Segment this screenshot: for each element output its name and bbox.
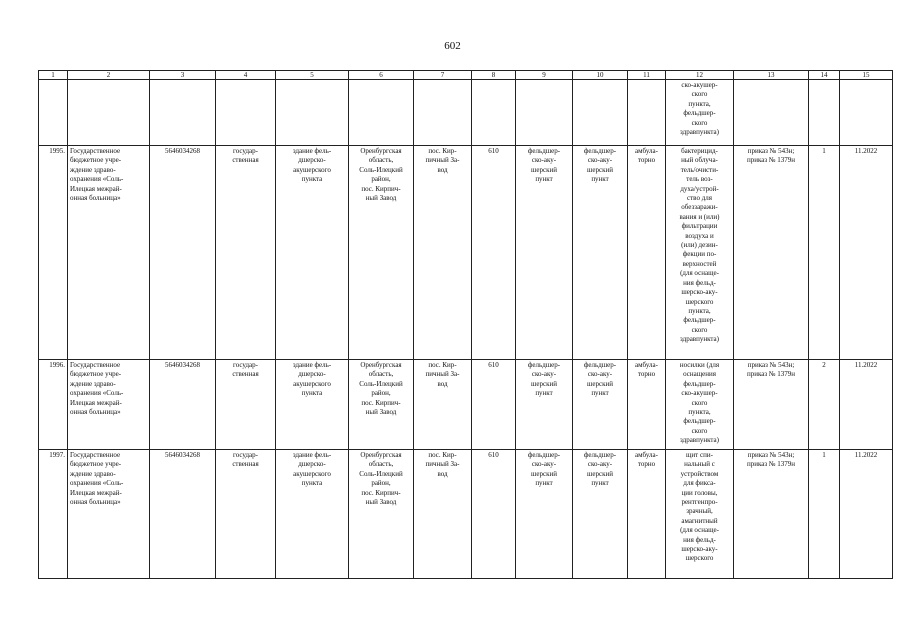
care-type-cell: амбула- торно — [628, 360, 666, 450]
code-cell: 610 — [472, 146, 516, 360]
profile-cell: фельдшер- ско-аку- шерский пункт — [516, 146, 573, 360]
quantity-cell: 1 — [809, 450, 840, 579]
row-number: 1995. — [39, 146, 68, 360]
empty-cell — [276, 80, 349, 146]
empty-cell — [516, 80, 573, 146]
date-cell: 11.2022 — [840, 450, 893, 579]
address-cell: Оренбургская область, Соль-Илецкий район, пос. Кирпич- ный Завод — [349, 450, 414, 579]
inn-cell: 5646034268 — [150, 450, 216, 579]
equipment-cell: ско-акушер- ского пункта, фельдшер- ского здравпункта) — [666, 80, 734, 146]
profile-cell: фельдшер- ско-аку- шерский пункт — [516, 450, 573, 579]
building-cell: здание фель- дшерско- акушерского пункта — [276, 146, 349, 360]
organization-cell: Государственное бюджетное учре- ждение здраво- охранения «Соль- Илецкая межрай- онная больница» — [68, 360, 150, 450]
continuation-row — [39, 80, 893, 146]
row-number: 1997. — [39, 450, 68, 579]
quantity-cell: 1 — [809, 146, 840, 360]
profile-cell: фельдшер- ско-аку- шерский пункт — [516, 360, 573, 450]
empty-cell — [840, 80, 893, 146]
care-type-cell: амбула- торно — [628, 146, 666, 360]
empty-cell — [349, 80, 414, 146]
empty-cell — [809, 80, 840, 146]
empty-cell — [150, 80, 216, 146]
page-number: 602 — [444, 40, 461, 52]
unit-cell: фельдшер- ско-аку- шерский пункт — [573, 450, 628, 579]
organization-cell: Государственное бюджетное учре- ждение здраво- охранения «Соль- Илецкая межрай- онная больница» — [68, 450, 150, 579]
address-cell: Оренбургская область, Соль-Илецкий район, пос. Кирпич- ный Завод — [349, 360, 414, 450]
column-number-row — [39, 71, 893, 80]
empty-cell — [573, 80, 628, 146]
order-cell: приказ № 543н; приказ № 1379н — [734, 146, 809, 360]
empty-cell — [216, 80, 276, 146]
code-cell: 610 — [472, 360, 516, 450]
empty-cell — [734, 80, 809, 146]
empty-cell — [472, 80, 516, 146]
column-number: 14 — [809, 71, 840, 80]
column-number: 12 — [666, 71, 734, 80]
table-row — [39, 146, 893, 360]
column-number: 11 — [628, 71, 666, 80]
building-cell: здание фель- дшерско- акушерского пункта — [276, 450, 349, 579]
empty-cell — [68, 80, 150, 146]
inn-cell: 5646034268 — [150, 146, 216, 360]
organization-cell: Государственное бюджетное учре- ждение здраво- охранения «Соль- Илецкая межрай- онная больница» — [68, 146, 150, 360]
column-number: 6 — [349, 71, 414, 80]
row-number: 1996. — [39, 360, 68, 450]
quantity-cell: 2 — [809, 360, 840, 450]
column-number: 1 — [39, 71, 68, 80]
settlement-cell: пос. Кир- пичный За- вод — [414, 450, 472, 579]
unit-cell: фельдшер- ско-аку- шерский пункт — [573, 146, 628, 360]
column-number: 9 — [516, 71, 573, 80]
column-number: 8 — [472, 71, 516, 80]
equipment-table — [38, 70, 893, 579]
inn-cell: 5646034268 — [150, 360, 216, 450]
equipment-cell: носилки (для оснащения фельдшер- ско-акушер- ского пункта, фельдшер- ского здравпункта) — [666, 360, 734, 450]
ownership-cell: государ- ственная — [216, 360, 276, 450]
date-cell: 11.2022 — [840, 360, 893, 450]
address-cell: Оренбургская область, Соль-Илецкий район, пос. Кирпич- ный Завод — [349, 146, 414, 360]
column-number: 13 — [734, 71, 809, 80]
column-number: 15 — [840, 71, 893, 80]
empty-cell — [628, 80, 666, 146]
table-row — [39, 360, 893, 450]
column-number: 2 — [68, 71, 150, 80]
order-cell: приказ № 543н; приказ № 1379н — [734, 360, 809, 450]
empty-cell — [39, 80, 68, 146]
order-cell: приказ № 543н; приказ № 1379н — [734, 450, 809, 579]
ownership-cell: государ- ственная — [216, 146, 276, 360]
code-cell: 610 — [472, 450, 516, 579]
column-number: 4 — [216, 71, 276, 80]
table-row — [39, 450, 893, 579]
equipment-cell: бактерицид- ный облуча- тель/очисти- тель воз- духа/устрой- ство для обеззаражи- вания и (или) фильтрации воздуха и (или) дезин- фекции по- верхностей (для оснаще- ния фельд- шерско-аку- шерского пункта, фельдшер- ского здравпункта) — [666, 146, 734, 360]
column-number: 7 — [414, 71, 472, 80]
column-number: 10 — [573, 71, 628, 80]
unit-cell: фельдшер- ско-аку- шерский пункт — [573, 360, 628, 450]
empty-cell — [414, 80, 472, 146]
settlement-cell: пос. Кир- пичный За- вод — [414, 146, 472, 360]
building-cell: здание фель- дшерско- акушерского пункта — [276, 360, 349, 450]
care-type-cell: амбула- торно — [628, 450, 666, 579]
column-number: 3 — [150, 71, 216, 80]
date-cell: 11.2022 — [840, 146, 893, 360]
column-number: 5 — [276, 71, 349, 80]
settlement-cell: пос. Кир- пичный За- вод — [414, 360, 472, 450]
ownership-cell: государ- ственная — [216, 450, 276, 579]
equipment-cell: щит спи- нальный с устройством для фикса- ции головы, рентгенпро- зрачный, амагнитный (для оснаще- ния фельд- шерско-аку- шерского — [666, 450, 734, 579]
